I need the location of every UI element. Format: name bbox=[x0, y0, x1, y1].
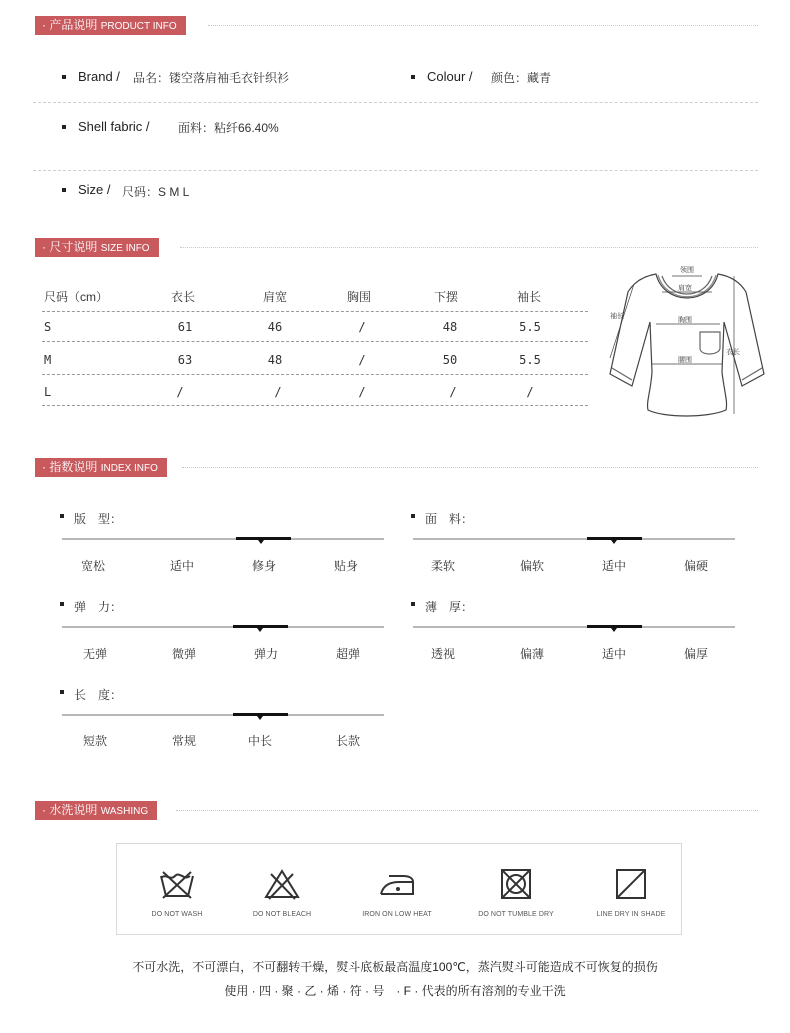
section-title-en: SIZE INFO bbox=[100, 243, 150, 254]
section-divider bbox=[208, 25, 758, 26]
table-cell: / bbox=[358, 320, 366, 334]
elastic-option: 弹力 bbox=[253, 647, 278, 661]
table-cell: / bbox=[274, 385, 282, 399]
section-divider bbox=[176, 810, 758, 811]
table-cell: 61 bbox=[177, 320, 193, 334]
elastic-option: 超弹 bbox=[335, 647, 360, 661]
colour-value: 颜色：藏青 bbox=[491, 71, 552, 85]
table-header-cell: 尺码（cm） bbox=[44, 290, 108, 304]
section-header-product bbox=[35, 16, 186, 35]
bullet-icon bbox=[60, 690, 64, 694]
table-row-divider bbox=[42, 311, 588, 312]
table-header-cell: 肩宽 bbox=[262, 290, 287, 304]
table-row-divider bbox=[42, 405, 588, 406]
wash-symbol-item bbox=[576, 868, 686, 918]
diagram-label-shoulder: 肩宽 bbox=[678, 284, 692, 292]
wash-label: DO NOT TUMBLE DRY bbox=[478, 911, 554, 918]
size-value: 尺码：S M L bbox=[122, 185, 190, 199]
table-cell: 48 bbox=[267, 353, 283, 367]
bullet-icon bbox=[60, 602, 64, 606]
section-title-cn: · 产品说明 bbox=[42, 18, 98, 32]
washing-note-line2: 使用 · 四 · 聚 · 乙 · 烯 · 符 · 号 · F · 代表的所有溶剂的专业干洗 bbox=[224, 984, 566, 998]
fit-option: 贴身 bbox=[333, 559, 358, 573]
section-tag-size bbox=[35, 238, 159, 257]
table-header-cell: 袖长 bbox=[516, 290, 541, 304]
marker-triangle-icon bbox=[257, 716, 263, 720]
length-option: 中长 bbox=[247, 734, 272, 748]
length-option: 短款 bbox=[82, 734, 107, 748]
wash-symbol-item bbox=[342, 868, 452, 918]
section-divider bbox=[180, 247, 758, 248]
diagram-label-neck: 领围 bbox=[680, 266, 694, 274]
table-header-cell: 下摆 bbox=[433, 290, 458, 304]
wash-symbol-item bbox=[122, 868, 232, 918]
fabric-option: 偏软 bbox=[519, 559, 544, 573]
shell-fabric-label: Shell fabric / bbox=[78, 119, 150, 134]
size-label: Size / bbox=[78, 182, 111, 197]
table-row-divider bbox=[42, 341, 588, 342]
bullet-icon bbox=[411, 514, 415, 518]
brand-value: 品名：镂空落肩袖毛衣针织衫 bbox=[133, 71, 290, 85]
fabric-scale bbox=[413, 538, 735, 540]
table-cell: 5.5 bbox=[519, 320, 541, 334]
thickness-option: 适中 bbox=[601, 647, 626, 661]
table-header-cell: 胸围 bbox=[346, 290, 371, 304]
washing-symbols-panel bbox=[116, 843, 682, 935]
bullet-icon bbox=[62, 125, 66, 129]
section-tag-index bbox=[35, 458, 167, 477]
section-header-size bbox=[35, 238, 159, 257]
no-wash-icon bbox=[157, 868, 197, 900]
row-divider bbox=[33, 102, 758, 103]
fabric-option: 适中 bbox=[601, 559, 626, 573]
bullet-icon bbox=[411, 602, 415, 606]
length-scale bbox=[62, 714, 384, 716]
table-header-cell: 衣长 bbox=[170, 290, 195, 304]
fabric-option: 偏硬 bbox=[683, 559, 708, 573]
section-title-cn: · 尺寸说明 bbox=[42, 240, 98, 254]
no-tumble-dry-icon bbox=[496, 868, 536, 900]
table-cell: / bbox=[358, 385, 366, 399]
marker-triangle-icon bbox=[258, 540, 264, 544]
table-cell: / bbox=[449, 385, 457, 399]
section-title-en: PRODUCT INFO bbox=[100, 21, 177, 32]
elastic-option: 无弹 bbox=[82, 647, 107, 661]
row-divider bbox=[33, 170, 758, 171]
table-cell: 63 bbox=[177, 353, 193, 367]
marker-triangle-icon bbox=[611, 540, 617, 544]
index-label-fabric: 面 料： bbox=[425, 512, 474, 526]
table-cell: 46 bbox=[267, 320, 283, 334]
table-row-divider bbox=[42, 374, 588, 375]
table-cell: / bbox=[358, 353, 366, 367]
fit-scale bbox=[62, 538, 384, 540]
washing-note-line1: 不可水洗，不可漂白，不可翻转干燥，熨斗底板最高温度100℃，蒸汽熨斗可能造成不可恢复的损伤 bbox=[132, 960, 658, 974]
fit-option: 宽松 bbox=[80, 559, 105, 573]
wash-label: DO NOT BLEACH bbox=[252, 911, 312, 918]
diagram-label-length: 衣长 bbox=[726, 348, 740, 356]
thickness-scale bbox=[413, 626, 735, 628]
section-divider bbox=[182, 467, 758, 468]
table-cell: / bbox=[526, 385, 534, 399]
shell-fabric-value: 面料：粘纤66.40% bbox=[178, 121, 279, 135]
length-option: 长款 bbox=[335, 734, 360, 748]
index-label-length: 长 度： bbox=[74, 688, 123, 702]
elastic-scale bbox=[62, 626, 384, 628]
table-cell: S bbox=[44, 320, 52, 334]
table-cell: 50 bbox=[442, 353, 458, 367]
bullet-icon bbox=[62, 75, 66, 79]
index-label-fit: 版 型： bbox=[74, 512, 123, 526]
table-cell: 48 bbox=[442, 320, 458, 334]
line-dry-shade-icon bbox=[611, 868, 651, 900]
fabric-option: 柔软 bbox=[430, 559, 455, 573]
thickness-option: 偏薄 bbox=[519, 647, 544, 661]
table-cell: / bbox=[176, 385, 184, 399]
table-cell: 5.5 bbox=[519, 353, 541, 367]
elastic-option: 微弹 bbox=[171, 647, 196, 661]
sweater-measurement-diagram bbox=[604, 262, 774, 422]
section-header-washing bbox=[35, 801, 157, 820]
wash-symbol-item bbox=[227, 868, 337, 918]
section-title-cn: · 指数说明 bbox=[42, 460, 98, 474]
table-cell: M bbox=[44, 353, 52, 367]
section-tag-washing bbox=[35, 801, 157, 820]
diagram-label-chest: 胸围 bbox=[678, 316, 692, 324]
wash-label: LINE DRY IN SHADE bbox=[596, 911, 666, 918]
section-header-index bbox=[35, 458, 167, 477]
length-option: 常规 bbox=[171, 734, 196, 748]
thickness-option: 透视 bbox=[430, 647, 455, 661]
index-label-thickness: 薄 厚： bbox=[425, 600, 474, 614]
table-cell: L bbox=[44, 385, 52, 399]
section-title-en: WASHING bbox=[100, 806, 149, 817]
section-title-cn: · 水洗说明 bbox=[42, 803, 98, 817]
wash-label: IRON ON LOW HEAT bbox=[362, 911, 432, 918]
index-label-elastic: 弹 力： bbox=[74, 600, 123, 614]
wash-label: DO NOT WASH bbox=[151, 911, 203, 918]
bullet-icon bbox=[60, 514, 64, 518]
bullet-icon bbox=[62, 188, 66, 192]
section-title-en: INDEX INFO bbox=[100, 463, 158, 474]
diagram-label-hem: 腰围 bbox=[678, 356, 692, 364]
bullet-icon bbox=[411, 75, 415, 79]
marker-triangle-icon bbox=[611, 628, 617, 632]
thickness-option: 偏厚 bbox=[683, 647, 708, 661]
wash-symbol-item bbox=[461, 868, 571, 918]
diagram-label-sleeve: 袖长 bbox=[610, 312, 624, 320]
no-bleach-icon bbox=[262, 868, 302, 900]
section-tag-product bbox=[35, 16, 186, 35]
colour-label: Colour / bbox=[427, 69, 473, 84]
iron-icon bbox=[377, 868, 417, 900]
brand-label: Brand / bbox=[78, 69, 120, 84]
marker-triangle-icon bbox=[257, 628, 263, 632]
fit-option: 修身 bbox=[251, 559, 276, 573]
fit-option: 适中 bbox=[169, 559, 194, 573]
